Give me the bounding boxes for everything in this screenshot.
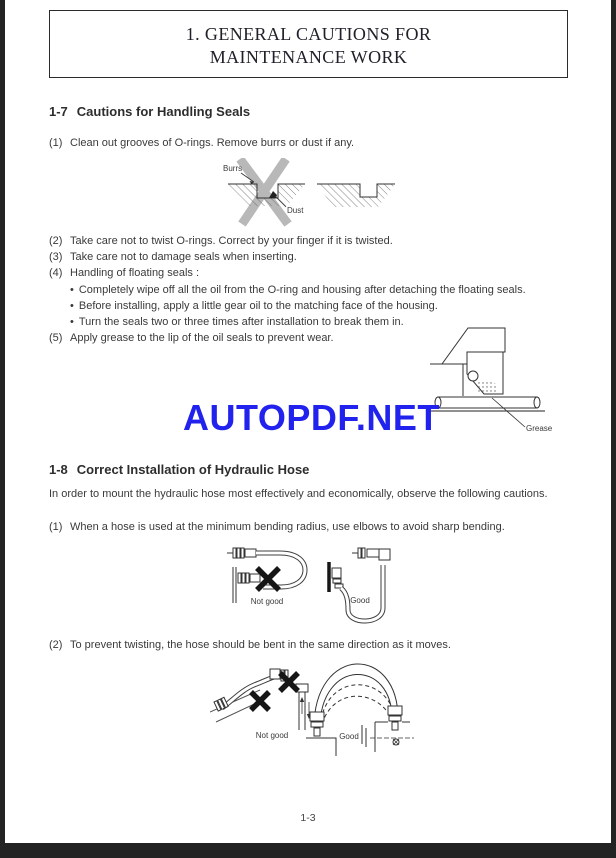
item-text: When a hose is used at the minimum bending radius, use elbows to avoid sharp bending.	[70, 521, 505, 533]
figure-hose-bend-diagram	[225, 540, 415, 630]
bullet-marker: •	[70, 316, 74, 328]
page-edge-right	[611, 0, 616, 858]
item-text: To prevent twisting, the hose should be bent in the same direction as it moves.	[70, 639, 451, 651]
item-text: Apply grease to the lip of the oil seals to prevent wear.	[70, 332, 334, 344]
item-number: (2)	[49, 639, 63, 651]
section-number: 1-8	[49, 462, 68, 477]
section-title: Correct Installation of Hydraulic Hose	[76, 462, 310, 477]
page-edge-bottom	[0, 843, 616, 858]
sub-bullet	[70, 284, 590, 297]
list-item	[49, 137, 589, 150]
page-number: 1-3	[300, 812, 316, 824]
item-number: (2)	[49, 235, 63, 247]
page-edge-left	[0, 0, 5, 858]
housing-section	[442, 328, 505, 364]
item-number: (1)	[49, 137, 63, 149]
grease-label: Grease	[526, 424, 553, 433]
section-number: 1-7	[49, 104, 68, 119]
item-number: (1)	[49, 521, 63, 533]
figure-hose-twist-diagram	[210, 658, 415, 758]
garter-spring	[468, 371, 478, 381]
list-item	[49, 639, 589, 652]
list-item	[49, 235, 589, 248]
item-number: (3)	[49, 251, 63, 263]
bullet-marker: •	[70, 300, 74, 312]
dust-label: Dust	[287, 206, 304, 215]
bullet-text: Turn the seals two or three times after installation to break them in.	[78, 316, 404, 328]
hose-arched	[306, 664, 414, 756]
bullet-marker: •	[70, 284, 74, 296]
grease-fill	[476, 380, 497, 394]
item-text: Take care not to damage seals when inserting.	[70, 251, 297, 263]
bullet-text: Completely wipe off all the oil from the O-ring and housing after detaching the floating seals.	[78, 284, 526, 296]
section-intro: In order to mount the hydraulic hose most effectively and economically, observe the following cautions.	[49, 488, 548, 500]
item-number: (4)	[49, 267, 63, 279]
list-item	[49, 521, 589, 534]
item-text: Clean out grooves of O-rings. Remove burrs or dust if any.	[70, 137, 355, 149]
burrs-label: Burrs	[223, 164, 243, 173]
chapter-title-line1: 1. GENERAL CAUTIONS FOR	[185, 24, 432, 44]
chapter-title-line2: MAINTENANCE WORK	[209, 47, 408, 67]
figure-oil-seal-diagram	[430, 326, 558, 440]
bullet-text: Before installing, apply a little gear oil to the matching face of the housing.	[78, 300, 438, 312]
figure-groove-diagram	[195, 158, 425, 233]
shaft	[438, 397, 537, 408]
watermark: AUTOPDF.NET	[183, 397, 440, 438]
item-text: Handling of floating seals :	[70, 267, 200, 279]
section-1-8-heading	[49, 462, 309, 477]
list-item	[49, 251, 589, 264]
hose-with-elbow	[329, 548, 390, 621]
good-label: Good	[339, 732, 359, 741]
chapter-title-box	[49, 10, 568, 78]
section-1-7-heading	[49, 104, 250, 119]
item-text: Take care not to twist O-rings. Correct by your finger if it is twisted.	[70, 235, 393, 247]
not-good-label: Not good	[255, 731, 289, 740]
not-good-label: Not good	[250, 597, 284, 606]
list-item	[49, 267, 589, 280]
section-title: Cautions for Handling Seals	[76, 104, 251, 119]
item-number: (5)	[49, 332, 63, 344]
groove-good	[317, 184, 395, 207]
sub-bullet	[70, 300, 590, 313]
good-label: Good	[350, 596, 370, 605]
